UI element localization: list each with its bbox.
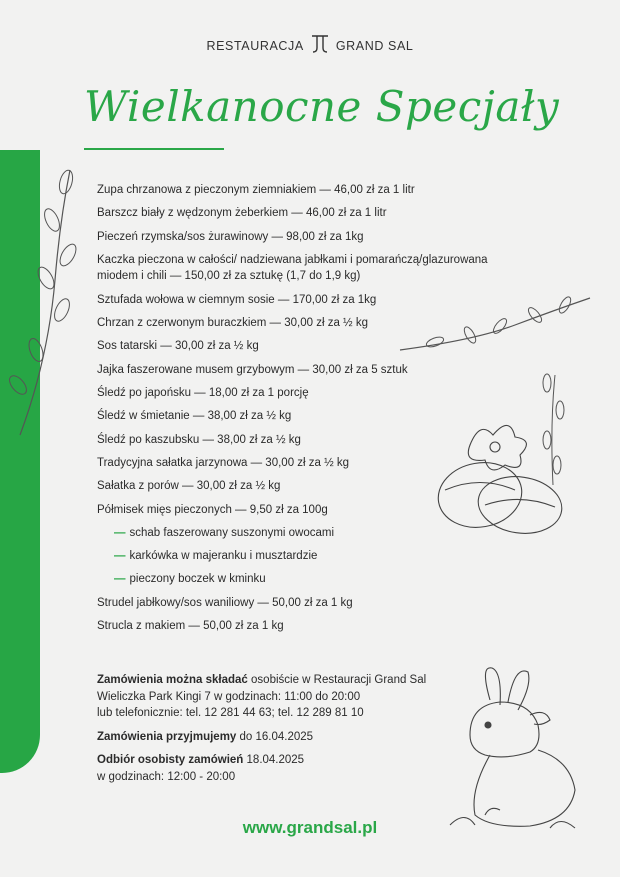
deadline-text: do 16.04.2025 bbox=[236, 730, 314, 743]
title-underline bbox=[84, 148, 224, 150]
menu-item: Sos tatarski — 30,00 zł za ½ kg bbox=[97, 340, 259, 353]
logo-text-left: RESTAURACJA bbox=[206, 38, 304, 53]
menu-item: Barszcz biały z wędzonym żeberkiem — 46,00 zł za 1 litr bbox=[97, 207, 387, 220]
pickup-paragraph bbox=[97, 752, 437, 785]
subitem-label: schab faszerowany suszonymi owocami bbox=[129, 526, 335, 539]
phones-line: lub telefonicznie: tel. 12 281 44 63; tel. 12 289 81 10 bbox=[97, 707, 364, 719]
pickup-bold: Odbiór osobisty zamówień bbox=[97, 754, 244, 766]
pickup-hours: w godzinach: 12:00 - 20:00 bbox=[97, 770, 236, 783]
menu-item: Tradycyjna sałatka jarzynowa — 30,00 zł za ½ kg bbox=[97, 456, 350, 469]
dash-bullet: — bbox=[114, 526, 126, 539]
orders-bold: Zamówienia można składać bbox=[97, 674, 248, 686]
order-info bbox=[97, 672, 437, 792]
menu-item: Strucla z makiem — 50,00 zł za 1 kg bbox=[97, 620, 284, 633]
bunny-icon bbox=[430, 660, 590, 840]
menu-item: Śledź po japońsku — 18,00 zł za 1 porcję bbox=[97, 387, 309, 400]
menu-item: Sztufada wołowa w ciemnym sosie — 170,00 zł za 1kg bbox=[97, 293, 377, 306]
menu-item: Chrzan z czerwonym buraczkiem — 30,00 zł za ½ kg bbox=[97, 317, 368, 330]
menu-item: Śledź po kaszubsku — 38,00 zł za ½ kg bbox=[97, 433, 301, 446]
address-line: Wieliczka Park Kingi 7 w godzinach: 11:00 do 20:00 bbox=[97, 690, 361, 703]
subitem-label: karkówka w majeranku i musztardzie bbox=[129, 550, 318, 563]
page-title: Wielkanocne Specjały bbox=[84, 82, 560, 131]
logo-text-right: GRAND SAL bbox=[335, 38, 414, 53]
easter-eggs-flower-icon bbox=[425, 365, 585, 535]
menu-subitem bbox=[97, 571, 527, 594]
restaurant-logo bbox=[0, 32, 620, 59]
menu-item: Zupa chrzanowa z pieczonym ziemniakiem — 46,00 zł za 1 litr bbox=[97, 184, 415, 196]
deadline-bold: Zamówienia przyjmujemy bbox=[97, 730, 237, 743]
menu-item: Półmisek mięs pieczonych — 9,50 zł za 100g bbox=[97, 503, 328, 516]
dash-bullet: — bbox=[114, 550, 126, 563]
pickup-text: 18.04.2025 bbox=[243, 754, 305, 766]
menu-item: Śledź w śmietanie — 38,00 zł za ½ kg bbox=[97, 410, 292, 423]
menu-item: Sałatka z porów — 30,00 zł za ½ kg bbox=[97, 480, 281, 493]
menu-item: Pieczeń rzymska/sos żurawinowy — 98,00 zł za 1kg bbox=[97, 230, 364, 243]
subitem-label: pieczony boczek w kminku bbox=[129, 573, 266, 586]
menu-item: Strudel jabłkowy/sos waniliowy — 50,00 zł za 1 kg bbox=[97, 596, 353, 609]
pussy-willow-twig-icon bbox=[395, 290, 595, 370]
orders-paragraph bbox=[97, 672, 437, 722]
restaurant-logo-icon bbox=[308, 32, 332, 59]
pussy-willow-branch-icon bbox=[0, 160, 90, 440]
menu-subitem bbox=[97, 548, 527, 571]
dash-bullet: — bbox=[114, 573, 126, 586]
orders-text: osobiście w Restauracji Grand Sal bbox=[247, 674, 427, 686]
menu-item: Jajka faszerowane musem grzybowym — 30,00 zł za 5 sztuk bbox=[97, 363, 408, 376]
website-link[interactable]: www.grandsal.pl bbox=[242, 818, 378, 837]
menu-item: Kaczka pieczona w całości/ nadziewana jabłkami i pomarańczą/glazurowana miodem i chili — 150,00 zł za sztukę (1,7 do 1,9 kg) bbox=[97, 253, 488, 282]
deadline-paragraph bbox=[97, 729, 437, 746]
